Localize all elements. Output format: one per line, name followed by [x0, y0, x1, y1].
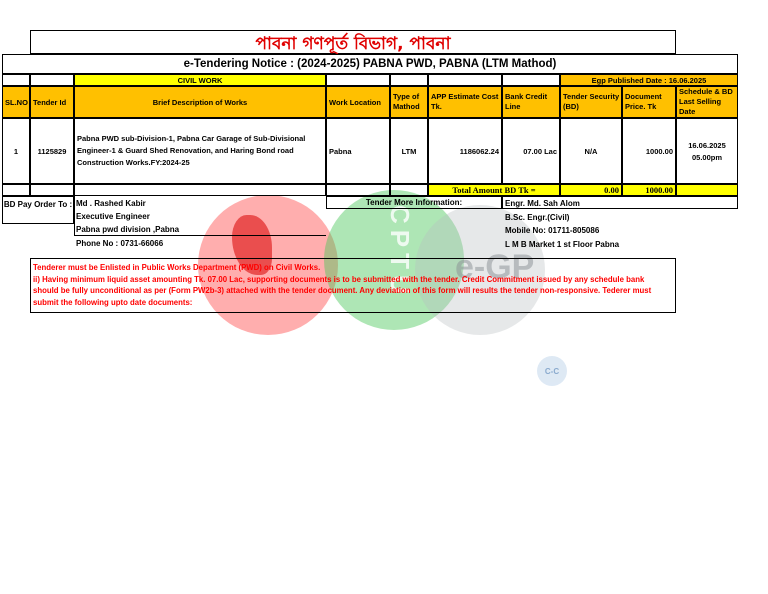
- table-row-doc-price: 1000.00: [622, 118, 676, 184]
- more-info-qualification: B.Sc. Engr.(Civil): [505, 213, 570, 222]
- banner-empty-6: [502, 74, 560, 86]
- more-info-name: Engr. Md. Sah Alom: [505, 199, 580, 208]
- col-header-tender-id: Tender Id: [30, 86, 74, 118]
- col-header-description: Brief Description of Works: [74, 86, 326, 118]
- total-security: 0.00: [560, 184, 622, 196]
- banner-empty-5: [428, 74, 502, 86]
- watermark-small-logo-text: C-C: [544, 366, 560, 376]
- pay-order-designation: Executive Engineer: [76, 212, 150, 221]
- table-row-description: Pabna PWD sub-Division-1, Pabna Car Garage of Sub-Divisional Engineer-1 & Guard Shed Renovation, and Haring Bond road Construction Works.FY:2024-25: [74, 118, 326, 184]
- banner-empty-2: [30, 74, 74, 86]
- total-amount-label: Total Amount BD Tk =: [428, 184, 560, 196]
- col-header-method: Type of Mathod: [390, 86, 428, 118]
- more-info-address: L M B Market 1 st Floor Pabna: [505, 240, 620, 249]
- table-row-slno: 1: [2, 118, 30, 184]
- col-header-estimate: APP Estimate Cost Tk.: [428, 86, 502, 118]
- pay-order-name: Md . Rashed Kabir: [76, 199, 146, 208]
- pay-order-phone: Phone No : 0731-66066: [76, 239, 164, 248]
- table-row-estimate: 1186062.24: [428, 118, 502, 184]
- total-empty-6: [676, 184, 738, 196]
- civil-work-banner: CIVIL WORK: [74, 74, 326, 86]
- tender-notes-box: [30, 258, 676, 313]
- table-row-time: 05.00pm: [691, 152, 723, 162]
- pay-order-office: Pabna pwd division ,Pabna: [76, 225, 180, 234]
- egp-published-date: Egp Published Date : 16.06.2025: [560, 74, 738, 86]
- pay-order-label: BD Pay Order To :: [2, 196, 74, 224]
- total-empty-2: [30, 184, 74, 196]
- total-empty-3: [74, 184, 326, 196]
- col-header-slno: SL.NO: [2, 86, 30, 118]
- total-empty-1: [2, 184, 30, 196]
- watermark-egp-text: e-GP: [455, 248, 535, 286]
- col-header-doc-price: Document Price. Tk: [622, 86, 676, 118]
- table-row-last-selling-date: [676, 118, 738, 184]
- notice-title: e-Tendering Notice : (2024-2025) PABNA PWD, PABNA (LTM Mathod): [2, 54, 738, 74]
- total-doc-price: 1000.00: [622, 184, 676, 196]
- col-header-last-selling-date: Schedule & BD Last Selling Date: [676, 86, 738, 118]
- banner-empty-4: [390, 74, 428, 86]
- table-row-method: LTM: [390, 118, 428, 184]
- more-info-mobile: Mobile No: 01711-805086: [505, 226, 600, 235]
- table-row-location: Pabna: [326, 118, 390, 184]
- table-row-date: 16.06.2025: [688, 140, 726, 150]
- banner-empty-3: [326, 74, 390, 86]
- tender-note-line-1: Tenderer must be Enlisted in Public Works Department (PWD) on Civil Works.: [33, 263, 321, 272]
- more-info-label: Tender More Information:: [326, 196, 502, 209]
- tender-note-line-2: ii) Having minimum liquid asset amounting Tk. 07.00 Lac, supporting documents is to be submitted with the tender. Credit Commitment issued by any schedule bank should be fully unconditional as per (Form PW2b-3) attached with the tender document. Any deviation of this form will results the tender non-responsive. Tederer must submit the following upto date documents:: [33, 274, 652, 307]
- watermark-small-logo-icon: [537, 356, 567, 386]
- col-header-security: Tender Security (BD): [560, 86, 622, 118]
- col-header-work-location: Work Location: [326, 86, 390, 118]
- table-row-tender-id: 1125829: [30, 118, 74, 184]
- table-row-security: N/A: [560, 118, 622, 184]
- total-empty-5: [390, 184, 428, 196]
- watermark-cptu-text: CPTU: [385, 205, 415, 300]
- col-header-credit-line: Bank Credit Line: [502, 86, 560, 118]
- total-empty-4: [326, 184, 390, 196]
- page-title-bangla: পাবনা গণপূর্ত বিভাগ, পাবনা: [30, 30, 676, 54]
- table-row-credit-line: 07.00 Lac: [502, 118, 560, 184]
- banner-empty-1: [2, 74, 30, 86]
